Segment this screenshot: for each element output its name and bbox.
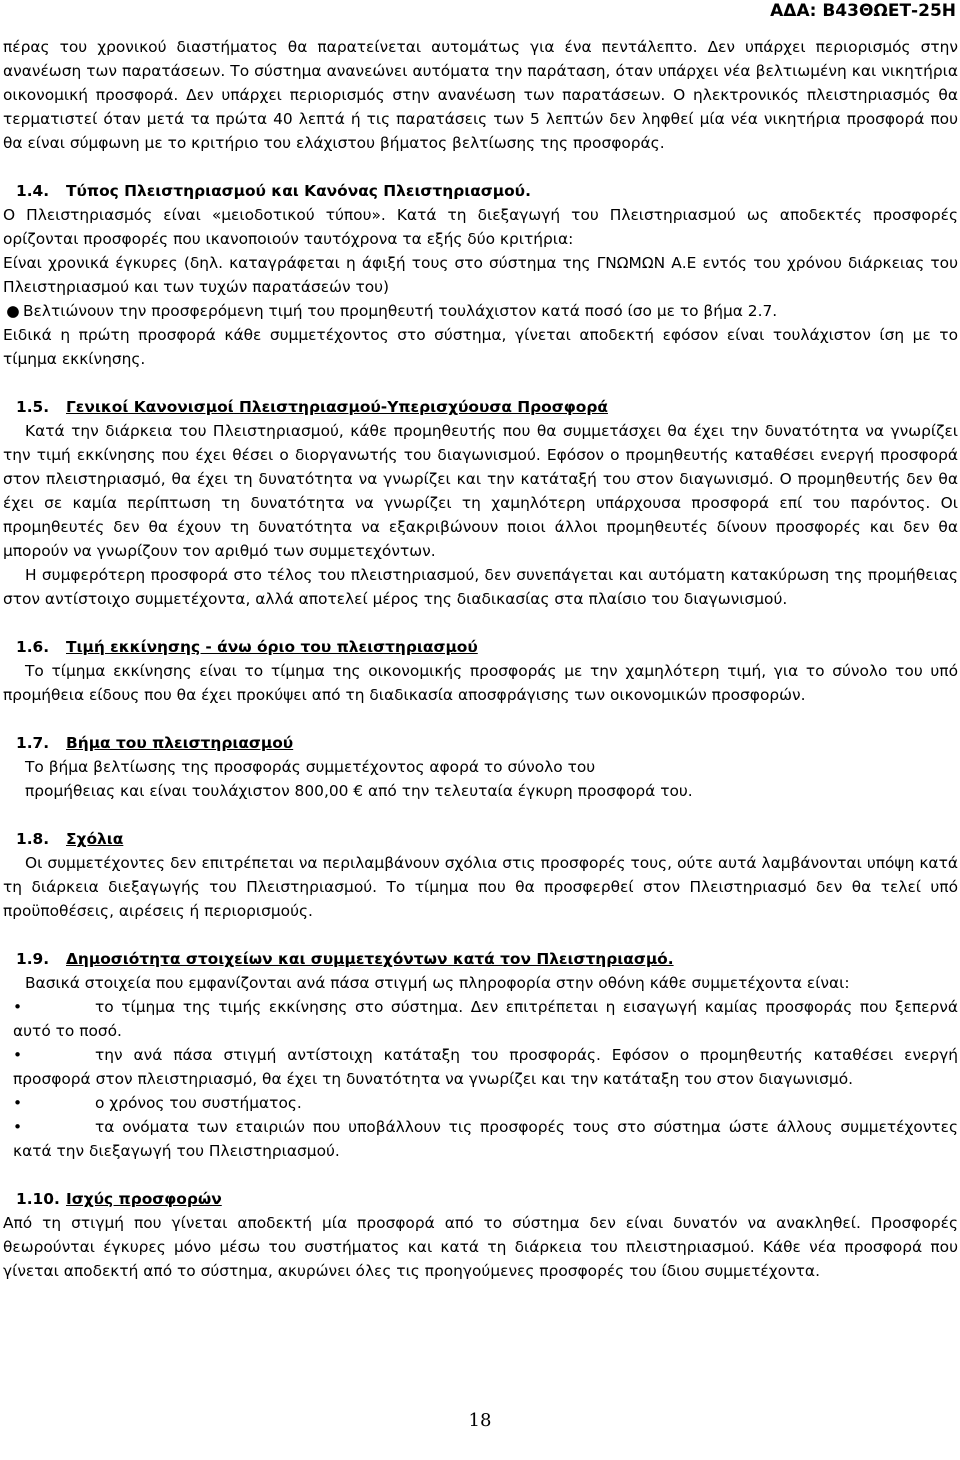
section-number: 1.4. bbox=[16, 182, 50, 200]
list-item bbox=[3, 299, 958, 323]
paragraph: Οι συμμετέχοντες δεν επιτρέπεται να περιλαμβάνουν σχόλια στις προσφορές τους, ούτε αυτά λαμβάνονται υπόψη κατά τη διάρκεια διεξαγωγής του Πλειστηριασμού. Το τίμημα που θα προσφερθεί στον Πλειστηριασμό δεν θα τελεί υπό προϋποθέσεις, αιρέσεις ή περιορισμούς. bbox=[3, 854, 958, 920]
bullet-icon: • bbox=[13, 1094, 23, 1112]
list-item-text: το τίμημα της τιμής εκκίνησης στο σύστημα. Δεν επιτρέπεται η εισαγωγή καμίας προσφοράς που ξεπερνά αυτό το ποσό. bbox=[13, 998, 958, 1040]
section-1-8-heading bbox=[3, 827, 958, 851]
section-title: Τύπος Πλειστηριασμού και Κανόνας Πλειστηριασμού. bbox=[66, 182, 531, 200]
section-1-9-heading bbox=[3, 947, 958, 971]
paragraph: Κατά την διάρκεια του Πλειστηριασμού, κάθε προμηθευτής που θα συμμετάσχει θα έχει την δυνατότητα να γνωρίζει την τιμή εκκίνησης που έχει θέσει ο διοργανωτής του διαγωνισμού. Εφόσον ο προμηθευτής καταθέσει ενεργή προσφορά στον πλειστηριασμό, θα έχει τη δυνατότητα να γνωρίζει και την κατάταξή του στον διαγωνισμό. Ο προμηθευτής δεν θα έχει σε καμία περίπτωση τη δυνατότητα να γνωρίζει τη χαμηλότερη υπάρχουσα προσφορά επί του παρόντος. Οι προμηθευτές δεν θα έχουν τη δυνατότητα να εξακριβώνουν ποιοι άλλοι προμηθευτές δίνουν προσφορές και δεν θα μπορούν να γνωρίζουν τον αριθμό των συμμετεχόντων. bbox=[3, 422, 958, 560]
paragraph: Το βήμα βελτίωσης της προσφοράς συμμετέχοντος αφορά το σύνολο του bbox=[25, 758, 596, 776]
section-title: Βήμα του πλειστηριασμού bbox=[66, 734, 294, 752]
paragraph: Από τη στιγμή που γίνεται αποδεκτή μία προσφορά από το σύστημα δεν είναι δυνατόν να ανακληθεί. Προσφορές θεωρούνται έγκυρες μόνο μέσω του συστήματος και κατά τη διάρκεια του πλειστηριασμού. Κάθε νέα προσφορά που γίνεται αποδεκτή από το σύστημα, ακυρώνει όλες τις προηγούμενες προσφορές του ίδιου συμμετέχοντα. bbox=[3, 1214, 958, 1280]
ada-code: ΑΔΑ: Β43ΘΩΕΤ-25Η bbox=[770, 1, 956, 21]
paragraph: Ειδικά η πρώτη προσφορά κάθε συμμετέχοντος στο σύστημα, γίνεται αποδεκτή εφόσον είναι τουλάχιστον ίση με το τίμημα εκκίνησης. bbox=[3, 326, 958, 368]
list-item-text: τα ονόματα των εταιριών που υποβάλλουν τις προσφορές τους στο σύστημα ώστε άλλους συμμετέχοντες κατά την διεξαγωγή του Πλειστηριασμού. bbox=[13, 1118, 958, 1160]
list-item bbox=[3, 1115, 958, 1163]
bullet-icon: • bbox=[13, 1118, 23, 1136]
bullet-icon: ● bbox=[6, 302, 20, 320]
section-title: Σχόλια bbox=[66, 830, 124, 848]
section-1-7-heading bbox=[3, 731, 958, 755]
list-item-text: Βελτιώνουν την προσφερόμενη τιμή του προμηθευτή τουλάχιστον κατά ποσό ίσο με το βήμα 2.7. bbox=[23, 302, 778, 320]
paragraph: Είναι χρονικά έγκυρες (δηλ. καταγράφεται η άφιξή τους στο σύστημα της ΓΝΩΜΩΝ Α.Ε εντός του χρόνου διάρκειας του Πλειστηριασμού και των τυχών παρατάσεών του) bbox=[3, 254, 958, 296]
intro-paragraph: πέρας του χρονικού διαστήματος θα παρατείνεται αυτομάτως για ένα πεντάλεπτο. Δεν υπάρχει περιορισμός στην ανανέωση των παρατάσεων. Το σύστημα ανανεώνει αυτόματα την παράταση, όταν υπάρχει νέα βελτιωμένη και νικητήρια οικονομική προσφορά. Δεν υπάρχει περιορισμός στην ανανέωση των παρατάσεων. Ο ηλεκτρονικός πλειστηριασμός θα τερματιστεί όταν μετά τα πρώτα 40 λεπτά ή τις παρατάσεις των 5 λεπτών δεν ληφθεί μία νέα νικητήρια προσφορά που θα είναι σύμφωνη με το κριτήριο του ελάχιστου βήματος βελτίωσης της προσφοράς. bbox=[3, 38, 958, 152]
document-body bbox=[3, 35, 958, 1283]
section-1-6-heading bbox=[3, 635, 958, 659]
section-number: 1.5. bbox=[16, 398, 50, 416]
paragraph: Το τίμημα εκκίνησης είναι το τίμημα της οικονομικής προσφοράς με την χαμηλότερη τιμή, για το σύνολο του υπό προμήθεια είδους που θα έχει προκύψει από τη διαδικασία αποσφράγισης των οικονομικών προσφορών. bbox=[3, 662, 958, 704]
section-1-4-heading bbox=[3, 179, 958, 203]
list-item bbox=[3, 995, 958, 1043]
list-item-text: την ανά πάσα στιγμή αντίστοιχη κατάταξη του προσφοράς. Εφόσον ο προμηθευτής καταθέσει ενεργή προσφορά στον πλειστηριασμό, θα έχει τη δυνατότητα να γνωρίζει και την κατάταξη του στον διαγωνισμό. bbox=[13, 1046, 958, 1088]
section-title: Γενικοί Κανονισμοί Πλειστηριασμού-Υπερισχύουσα Προσφορά bbox=[66, 398, 608, 416]
section-title: Τιμή εκκίνησης - άνω όριο του πλειστηριασμού bbox=[66, 638, 478, 656]
section-title: Δημοσιότητα στοιχείων και συμμετεχόντων κατά τον Πλειστηριασμό. bbox=[66, 950, 674, 968]
section-1-10-heading bbox=[3, 1187, 958, 1211]
section-number: 1.8. bbox=[16, 830, 50, 848]
bullet-icon: • bbox=[13, 1046, 23, 1064]
section-number: 1.10. bbox=[16, 1190, 60, 1208]
list-item bbox=[3, 1043, 958, 1091]
section-number: 1.6. bbox=[16, 638, 50, 656]
list-item bbox=[3, 1091, 958, 1115]
paragraph: προμήθειας και είναι τουλάχιστον 800,00 € από την τελευταία έγκυρη προσφορά του. bbox=[25, 782, 693, 800]
section-title: Ισχύς προσφορών bbox=[66, 1190, 222, 1208]
bullet-icon: • bbox=[13, 998, 23, 1016]
section-number: 1.9. bbox=[16, 950, 50, 968]
paragraph: Η συμφερότερη προσφορά στο τέλος του πλειστηριασμού, δεν συνεπάγεται και αυτόματη κατακύρωση της προμήθειας στον αντίστοιχο συμμετέχοντα, αλλά αποτελεί μέρος της διαδικασίας στα πλαίσιο του διαγωνισμού. bbox=[3, 566, 958, 608]
paragraph: Βασικά στοιχεία που εμφανίζονται ανά πάσα στιγμή ως πληροφορία στην οθόνη κάθε συμμετέχοντα είναι: bbox=[25, 974, 850, 992]
section-number: 1.7. bbox=[16, 734, 50, 752]
paragraph: Ο Πλειστηριασμός είναι «μειοδοτικού τύπου». Κατά τη διεξαγωγή του Πλειστηριασμού ως αποδεκτές προσφορές ορίζονται προσφορές που ικανοποιούν ταυτόχρονα τα εξής δύο κριτήρια: bbox=[3, 206, 958, 248]
list-item-text: ο χρόνος του συστήματος. bbox=[95, 1094, 302, 1112]
section-1-5-heading bbox=[3, 395, 958, 419]
page-number: 18 bbox=[468, 1410, 492, 1431]
